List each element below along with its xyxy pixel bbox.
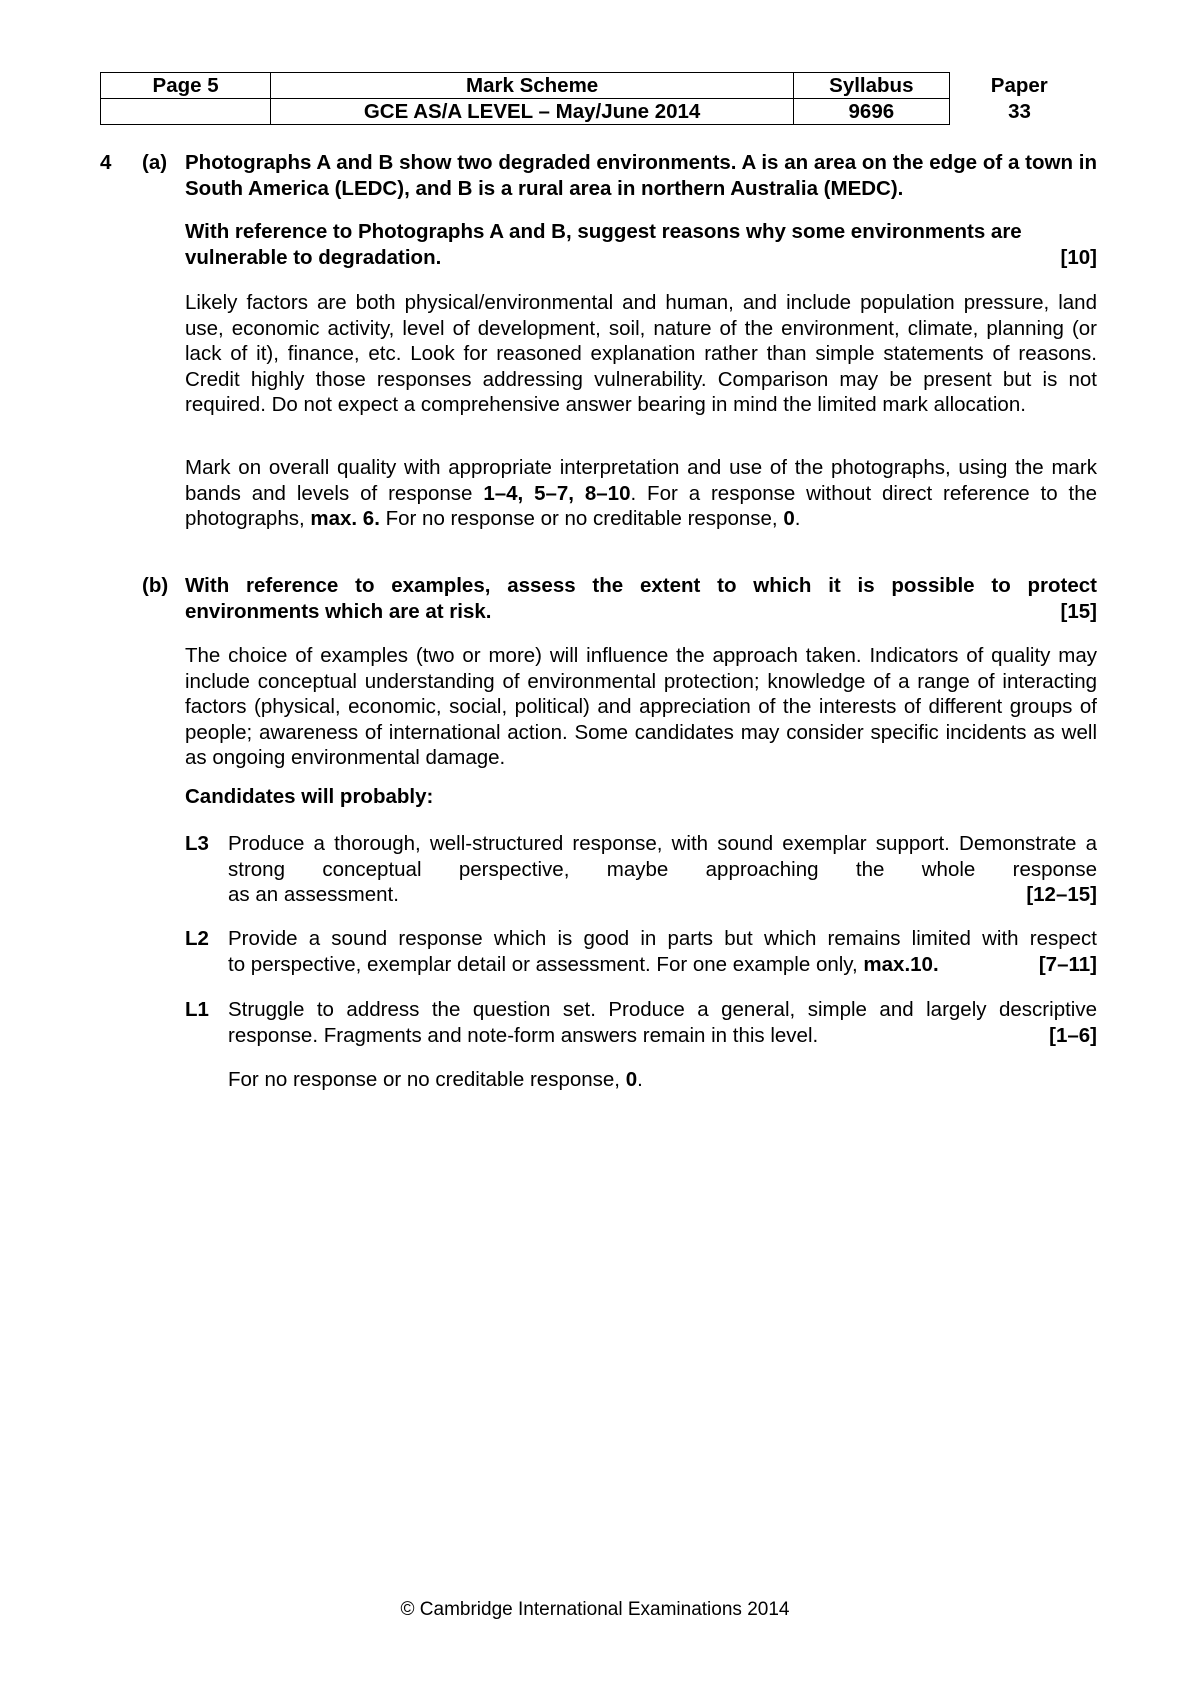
level-label: L2 <box>185 927 209 950</box>
exam-title: GCE AS/A LEVEL – May/June 2014 <box>271 99 794 125</box>
max-marks: max.10. <box>863 952 939 976</box>
level-1 <box>185 997 1097 1048</box>
candidates-heading: Candidates will probably: <box>185 785 434 808</box>
level-text-end: to perspective, exemplar detail or assessment. For one example only, <box>228 952 864 976</box>
level-marks: [7–11] <box>1038 952 1097 976</box>
zero-marks: 0 <box>625 1068 638 1091</box>
marking-text: . <box>794 507 801 530</box>
part-a-prompt: Photographs A and B show two degraded environments. A is an area on the edge of a town in South America (LEDC), and B is a rural area in northern Australia (MEDC). <box>185 151 1097 200</box>
empty-cell <box>101 99 271 125</box>
header-table <box>100 72 1090 125</box>
zero-marks: 0 <box>783 507 795 530</box>
copyright-footer: © Cambridge International Examinations 2014 <box>400 1599 790 1620</box>
level-marks: [12–15] <box>1026 883 1097 906</box>
level-text-end: response. Fragments and note-form answers remain in this level. <box>228 1023 819 1047</box>
part-b-guidance: The choice of examples (two or more) will influence the approach taken. Indicators of quality may include conceptual understanding of environmental protection; knowledge of a range of interacting factors (physical, economic, social, political) and appreciation of the interests of different groups of people; awareness of international action. Some candidates may consider specific incidents as well as ongoing environmental damage. <box>185 644 1097 769</box>
level-text: Produce a thorough, well-structured response, with sound exemplar support. Demonstrate a strong conceptual perspective, maybe approaching the whole response <box>228 832 1097 881</box>
syllabus-code: 9696 <box>794 99 949 125</box>
level-text: Provide a sound response which is good in parts but which remains limited with respect <box>228 927 1097 950</box>
part-b-task <box>185 573 1097 624</box>
part-a-marks: [10] <box>1060 245 1097 269</box>
marking-text: Mark on overall quality with appropriate interpretation and use of the photographs, using the mark bands and levels of response <box>185 456 1097 505</box>
level-text: Struggle to address the question set. Produce a general, simple and largely descriptive <box>228 998 1097 1021</box>
document-title: Mark Scheme <box>271 73 794 99</box>
paper-code: 33 <box>1008 100 1031 123</box>
no-response-text: For no response or no creditable response, <box>228 1068 626 1091</box>
part-a-task-line1: With reference to Photographs A and B, suggest reasons why some environments are <box>185 220 1022 243</box>
level-2 <box>185 926 1097 977</box>
marking-text: For no response or no creditable response, <box>379 507 784 530</box>
mark-bands: 1–4, 5–7, 8–10 <box>483 481 631 505</box>
level-3 <box>185 831 1097 908</box>
part-a-guidance: Likely factors are both physical/environmental and human, and include population pressure, land use, economic activity, level of development, soil, nature of the environment, climate, planning (or lack of it), finance, etc. Look for reasoned explanation rather than simple statements of reasons. Credit highly those responses addressing vulnerability. Comparison may be present but is not required. Do not expect a comprehensive answer bearing in mind the limited mark allocation. <box>185 291 1097 416</box>
level-marks: [1–6] <box>1049 1023 1097 1047</box>
paper-label: Paper <box>990 74 1048 97</box>
part-a-marking <box>185 455 1097 532</box>
no-response-note <box>185 1067 1097 1093</box>
part-b-task-line2: environments which are at risk. <box>185 599 492 623</box>
level-label: L1 <box>185 998 209 1021</box>
marking-text: . For a response without direct reference to the photographs, <box>185 481 1097 530</box>
part-a-task <box>185 219 1097 270</box>
no-response-text: . <box>637 1068 643 1091</box>
syllabus-label: Syllabus <box>794 73 949 99</box>
part-b-marks: [15] <box>1060 599 1097 623</box>
part-a-label: (a) <box>142 151 168 174</box>
part-b-label: (b) <box>142 574 169 597</box>
level-label: L3 <box>185 832 209 855</box>
page-number: Page 5 <box>101 73 271 99</box>
part-b-task-line1: With reference to examples, assess the extent to which it is possible to protect <box>185 574 1097 597</box>
part-a-task-line2: vulnerable to degradation. <box>185 245 442 269</box>
question-number: 4 <box>100 151 112 174</box>
level-text-end: as an assessment. <box>228 883 399 906</box>
max-marks: max. 6. <box>310 507 380 530</box>
